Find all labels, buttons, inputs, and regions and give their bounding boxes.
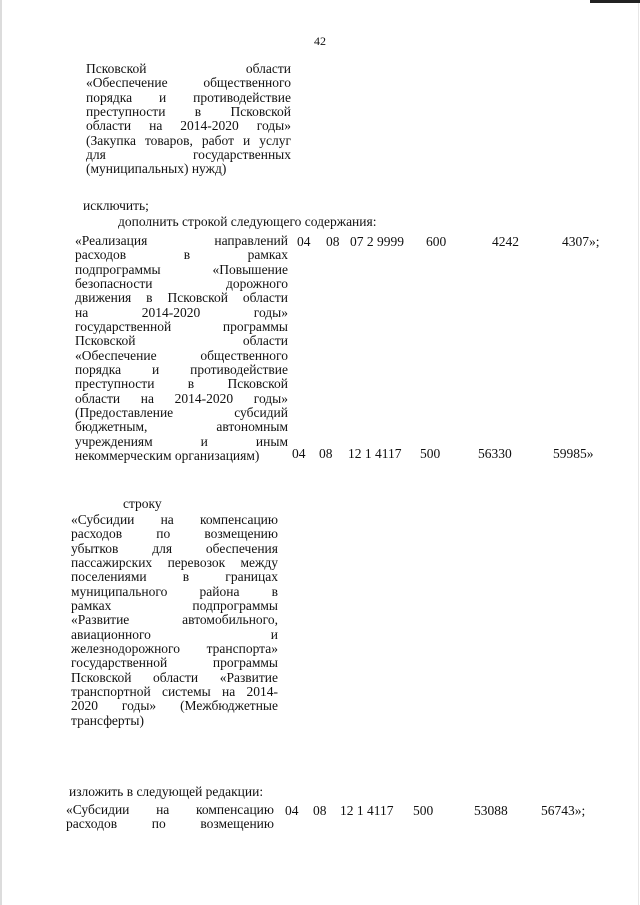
row3-section: 04 <box>285 803 299 818</box>
text-line: муниципального района в <box>71 583 278 599</box>
text-line: «Субсидии на компенсацию <box>71 512 278 527</box>
text-line: на 2014-2020 годы» <box>75 304 288 320</box>
text-line: порядка и противодействие <box>86 89 291 105</box>
text-line: Псковской области <box>75 333 288 349</box>
text-line: (Предоставление субсидий <box>75 405 288 421</box>
text-line: «Развитие автомобильного, <box>71 612 278 628</box>
text-line: транспортной системы на 2014- <box>71 684 278 700</box>
text-line: для государственных <box>86 147 291 163</box>
text-line: расходов по возмещению <box>66 816 274 832</box>
row3-sum-year1: 53088 <box>474 803 508 818</box>
text-line: некоммерческим организациям) <box>75 448 260 464</box>
text-line: преступности в Псковской <box>86 104 291 120</box>
row1-target-article: 07 2 9999 <box>350 234 404 249</box>
text-line: (Закупка товаров, работ и услуг <box>86 132 291 148</box>
text-line: области на 2014-2020 годы» <box>75 390 288 406</box>
scan-edge-left <box>0 0 2 905</box>
instruction-exclude: исключить; <box>83 198 149 213</box>
text-line: Псковской области «Развитие <box>71 669 278 685</box>
row2-sum-year1: 56330 <box>478 446 512 461</box>
row1-expense-type: 600 <box>426 234 447 249</box>
row1-sum-year2: 4307»; <box>562 234 600 249</box>
row1-section: 04 <box>297 234 311 249</box>
text-line: «Обеспечение общественного <box>75 347 288 363</box>
text-line: «Реализация направлений <box>75 233 288 248</box>
instruction-add-row: дополнить строкой следующего содержания: <box>118 214 377 229</box>
text-line: бюджетным, автономным <box>75 419 288 435</box>
row2-description-body <box>71 513 278 728</box>
row3-description <box>66 803 274 832</box>
text-line: подпрограммы «Повышение <box>75 261 288 277</box>
text-line: убытков для обеспечения <box>71 540 278 556</box>
row3-subsection: 08 <box>313 803 327 818</box>
text-line: авиационного и <box>71 626 278 642</box>
instruction-row: строку <box>123 496 162 511</box>
page-number: 42 <box>314 34 326 48</box>
text-line: движения в Псковской области <box>75 290 288 306</box>
text-line: (муниципальных) нужд) <box>86 161 227 177</box>
text-line: безопасности дорожного <box>75 276 288 292</box>
text-line: государственной программы <box>71 655 278 671</box>
text-line: железнодорожного транспорта» <box>71 641 278 657</box>
text-line: расходов по возмещению <box>71 526 278 542</box>
row1-description <box>75 234 288 464</box>
text-line: рамках подпрограммы <box>71 598 278 614</box>
text-line: преступности в Псковской <box>75 376 288 392</box>
text-line: порядка и противодействие <box>75 362 288 378</box>
row2-section: 04 <box>292 446 306 461</box>
text-line: «Обеспечение общественного <box>86 75 291 91</box>
instruction-replace: изложить в следующей редакции: <box>69 784 264 799</box>
row3-expense-type: 500 <box>413 803 434 818</box>
row1-sum-year1: 4242 <box>492 234 519 249</box>
row2-subsection: 08 <box>319 446 333 461</box>
text-line: учреждениям и иным <box>75 433 288 449</box>
text-line: пассажирских перевозок между <box>71 555 278 571</box>
text-line: области на 2014-2020 годы» <box>86 118 291 134</box>
text-line: расходов в рамках <box>75 247 288 263</box>
scan-edge-top <box>590 0 640 3</box>
row2-target-article: 12 1 4117 <box>348 446 402 461</box>
row2-sum-year2: 59985» <box>553 446 594 461</box>
row3-sum-year2: 56743»; <box>541 803 586 818</box>
text-line: «Субсидии на компенсацию <box>66 802 274 817</box>
row2-expense-type: 500 <box>420 446 441 461</box>
row1-subsection: 08 <box>326 234 340 249</box>
text-line: поселениями в границах <box>71 569 278 585</box>
text-line: трансферты) <box>71 712 144 728</box>
text-line: государственной программы <box>75 319 288 335</box>
row3-target-article: 12 1 4117 <box>340 803 394 818</box>
prev-row-description <box>86 62 291 177</box>
scan-edge-right <box>638 0 639 905</box>
text-line: 2020 годы» (Межбюджетные <box>71 698 278 714</box>
text-line: Псковской области <box>86 61 291 76</box>
